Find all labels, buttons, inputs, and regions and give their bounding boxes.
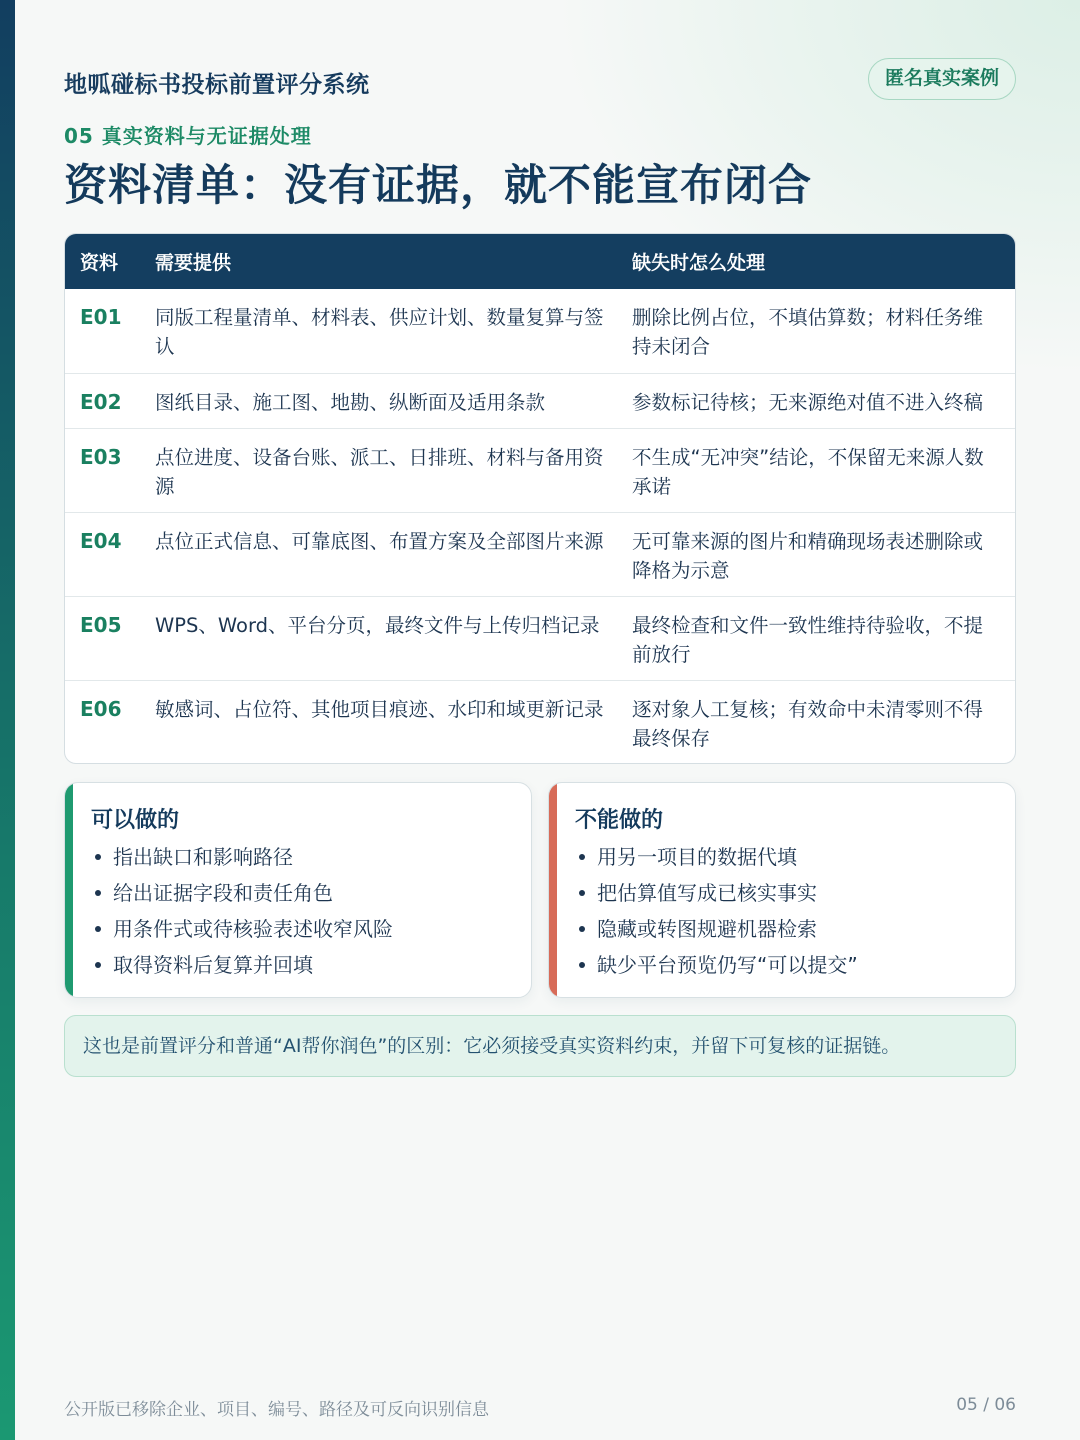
- can-do-card: [64, 782, 532, 998]
- row-id: E04: [80, 529, 122, 553]
- row-id: E03: [80, 445, 122, 469]
- page-number: 05 / 06: [956, 1395, 1016, 1415]
- table-row: [65, 680, 1015, 764]
- anonymous-case-badge: 匿名真实案例: [868, 58, 1016, 100]
- row-handle: 无可靠来源的图片和精确现场表述删除或降格为示意: [632, 530, 984, 582]
- can-do-title: 可以做的: [91, 808, 180, 833]
- cannot-do-list: [575, 839, 858, 983]
- header-provide: 需要提供: [155, 252, 232, 274]
- row-handle: 删除比例占位，不填估算数；材料任务维持未闭合: [632, 306, 984, 358]
- section-label: 05 真实资料与无证据处理: [64, 124, 312, 148]
- table-row: [65, 596, 1015, 680]
- list-item: 取得资料后复算并回填: [91, 947, 393, 983]
- brand-title: 地呱碰标书投标前置评分系统: [64, 72, 370, 98]
- row-id: E02: [80, 390, 122, 414]
- can-do-accent: [65, 783, 73, 997]
- header: [64, 58, 1016, 102]
- summary-note: 这也是前置评分和普通“AI帮你润色”的区别：它必须接受真实资料约束，并留下可复核的证据链。: [64, 1015, 1016, 1077]
- list-item: 缺少平台预览仍写“可以提交”: [575, 947, 858, 983]
- list-item: 指出缺口和影响路径: [91, 839, 393, 875]
- table-row: [65, 373, 1015, 428]
- list-item: 给出证据字段和责任角色: [91, 875, 393, 911]
- cannot-do-title: 不能做的: [575, 808, 664, 833]
- row-id: E01: [80, 305, 122, 329]
- table-row: [65, 512, 1015, 596]
- page-title: 资料清单：没有证据，就不能宣布闭合: [64, 161, 812, 211]
- table-row: [65, 428, 1015, 512]
- row-handle: 不生成“无冲突”结论，不保留无来源人数承诺: [632, 446, 984, 498]
- list-item: 用另一项目的数据代填: [575, 839, 858, 875]
- header-handle: 缺失时怎么处理: [632, 252, 766, 274]
- table-header: [65, 234, 1015, 289]
- cannot-do-accent: [549, 783, 557, 997]
- header-material: 资料: [80, 252, 119, 274]
- row-provide: 同版工程量清单、材料表、供应计划、数量复算与签认: [155, 306, 604, 358]
- row-id: E05: [80, 613, 122, 637]
- list-item: 把估算值写成已核实事实: [575, 875, 858, 911]
- row-handle: 最终检查和文件一致性维持待验收，不提前放行: [632, 614, 984, 666]
- row-handle: 参数标记待核；无来源绝对值不进入终稿: [632, 391, 984, 414]
- footer-disclaimer: 公开版已移除企业、项目、编号、路径及可反向识别信息: [64, 1400, 489, 1420]
- list-item: 用条件式或待核验表述收窄风险: [91, 911, 393, 947]
- table-row: [65, 289, 1015, 373]
- row-provide: 点位进度、设备台账、派工、日排班、材料与备用资源: [155, 446, 604, 498]
- evidence-table: [64, 233, 1016, 764]
- row-provide: 敏感词、占位符、其他项目痕迹、水印和域更新记录: [155, 698, 604, 721]
- row-provide: 图纸目录、施工图、地勘、纵断面及适用条款: [155, 391, 546, 414]
- cannot-do-card: [548, 782, 1016, 998]
- left-accent-bar: [0, 0, 15, 1440]
- row-provide: WPS、Word、平台分页，最终文件与上传归档记录: [155, 614, 600, 637]
- row-handle: 逐对象人工复核；有效命中未清零则不得最终保存: [632, 698, 984, 750]
- list-item: 隐藏或转图规避机器检索: [575, 911, 858, 947]
- row-provide: 点位正式信息、可靠底图、布置方案及全部图片来源: [155, 530, 604, 553]
- row-id: E06: [80, 697, 122, 721]
- can-do-list: [91, 839, 393, 983]
